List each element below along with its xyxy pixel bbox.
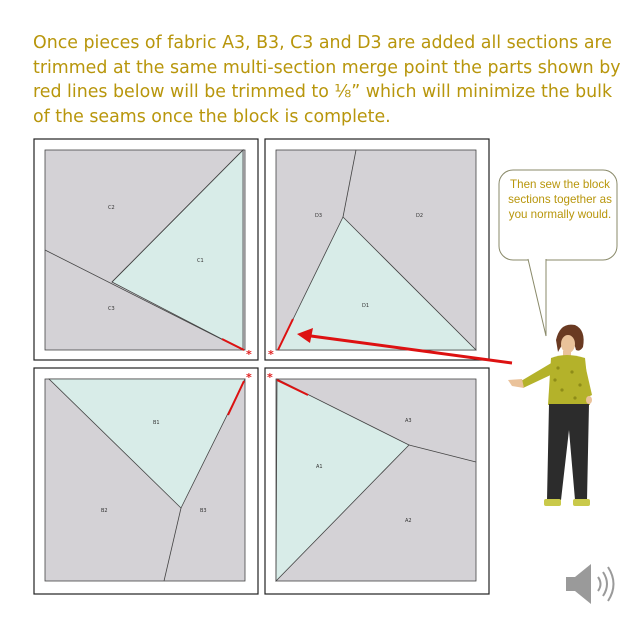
merge-point-star: * — [246, 371, 252, 384]
piece-label: C3 — [108, 306, 115, 312]
piece-label: C1 — [197, 258, 204, 264]
block-bottom-right — [265, 368, 489, 594]
piece-label: A1 — [316, 464, 323, 470]
merge-point-star: * — [246, 348, 252, 361]
piece-label: A3 — [405, 418, 412, 424]
intro-paragraph: Once pieces of fabric A3, B3, C3 and D3 are added all sections are trimmed at the same multi-section merge point the parts shown by red lines below will be trimmed to ⅛” which will minimize the bulk of the seams once the block is complete. — [33, 33, 621, 127]
piece-label: C2 — [108, 205, 115, 211]
piece-label: B2 — [101, 508, 108, 514]
speaker-icon[interactable] — [566, 564, 614, 604]
speech-bubble-text: Then sew the block sections together as you normally would. — [508, 178, 612, 222]
piece-label: B1 — [153, 420, 160, 426]
person-pointing-illustration — [508, 325, 592, 506]
block-top-right — [265, 139, 489, 361]
piece-label: D1 — [362, 303, 370, 309]
piece-label: D3 — [315, 213, 323, 219]
piece-label: B3 — [200, 508, 207, 514]
merge-point-star: * — [267, 371, 273, 384]
block-bottom-left — [34, 368, 258, 594]
piece-label: A2 — [405, 518, 412, 524]
block-top-left — [34, 139, 258, 361]
piece-label: D2 — [416, 213, 424, 219]
merge-point-star: * — [268, 348, 274, 361]
